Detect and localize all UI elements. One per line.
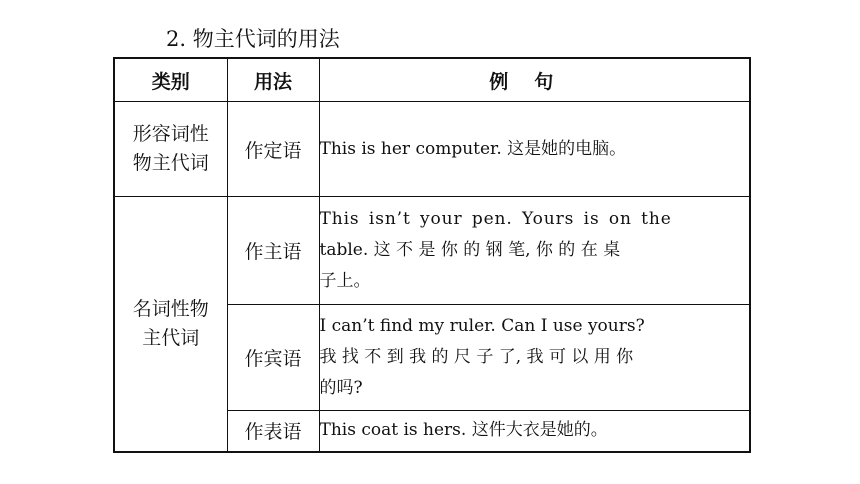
- category-line: 主代词: [142, 326, 200, 349]
- category-cell-nominal: [114, 197, 227, 452]
- example-line: This isn’t your pen. Yours is on the: [319, 209, 672, 229]
- category-line: 物主代词: [132, 152, 209, 174]
- example-cell: [319, 102, 750, 197]
- usage-cell: 作主语: [227, 197, 319, 305]
- example-line: I can’t find my ruler. Can I use yours?: [319, 316, 645, 336]
- category-line: 形容词性: [132, 123, 209, 145]
- example-line: This is her computer. 这是她的电脑。: [319, 138, 627, 159]
- example-line: 子上。: [319, 271, 371, 291]
- example-cell: [319, 305, 750, 411]
- example-line: 的吗?: [319, 378, 363, 398]
- possessive-pronoun-usage-table: [113, 57, 751, 453]
- category-cell-adjectival: [114, 102, 227, 197]
- example-line: table. 这 不 是 你 的 钢 笔, 你 的 在 桌: [319, 240, 621, 260]
- example-line: This coat is hers. 这件大衣是她的。: [319, 420, 608, 441]
- example-line: 我 找 不 到 我 的 尺 子 了, 我 可 以 用 你: [319, 347, 634, 367]
- example-cell: [319, 197, 750, 305]
- table-row: [114, 197, 750, 305]
- usage-cell: 作宾语: [227, 305, 319, 411]
- usage-cell: 作表语: [227, 411, 319, 452]
- usage-cell: 作定语: [227, 102, 319, 197]
- category-line: 名词性物: [132, 297, 209, 320]
- header-category: 类别: [114, 58, 227, 102]
- table-header-row: [114, 58, 750, 102]
- example-cell: [319, 411, 750, 452]
- header-usage: 用法: [227, 58, 319, 102]
- header-example: 例句: [319, 58, 750, 102]
- section-title: 2. 物主代词的用法: [166, 27, 340, 51]
- table-row: [114, 102, 750, 197]
